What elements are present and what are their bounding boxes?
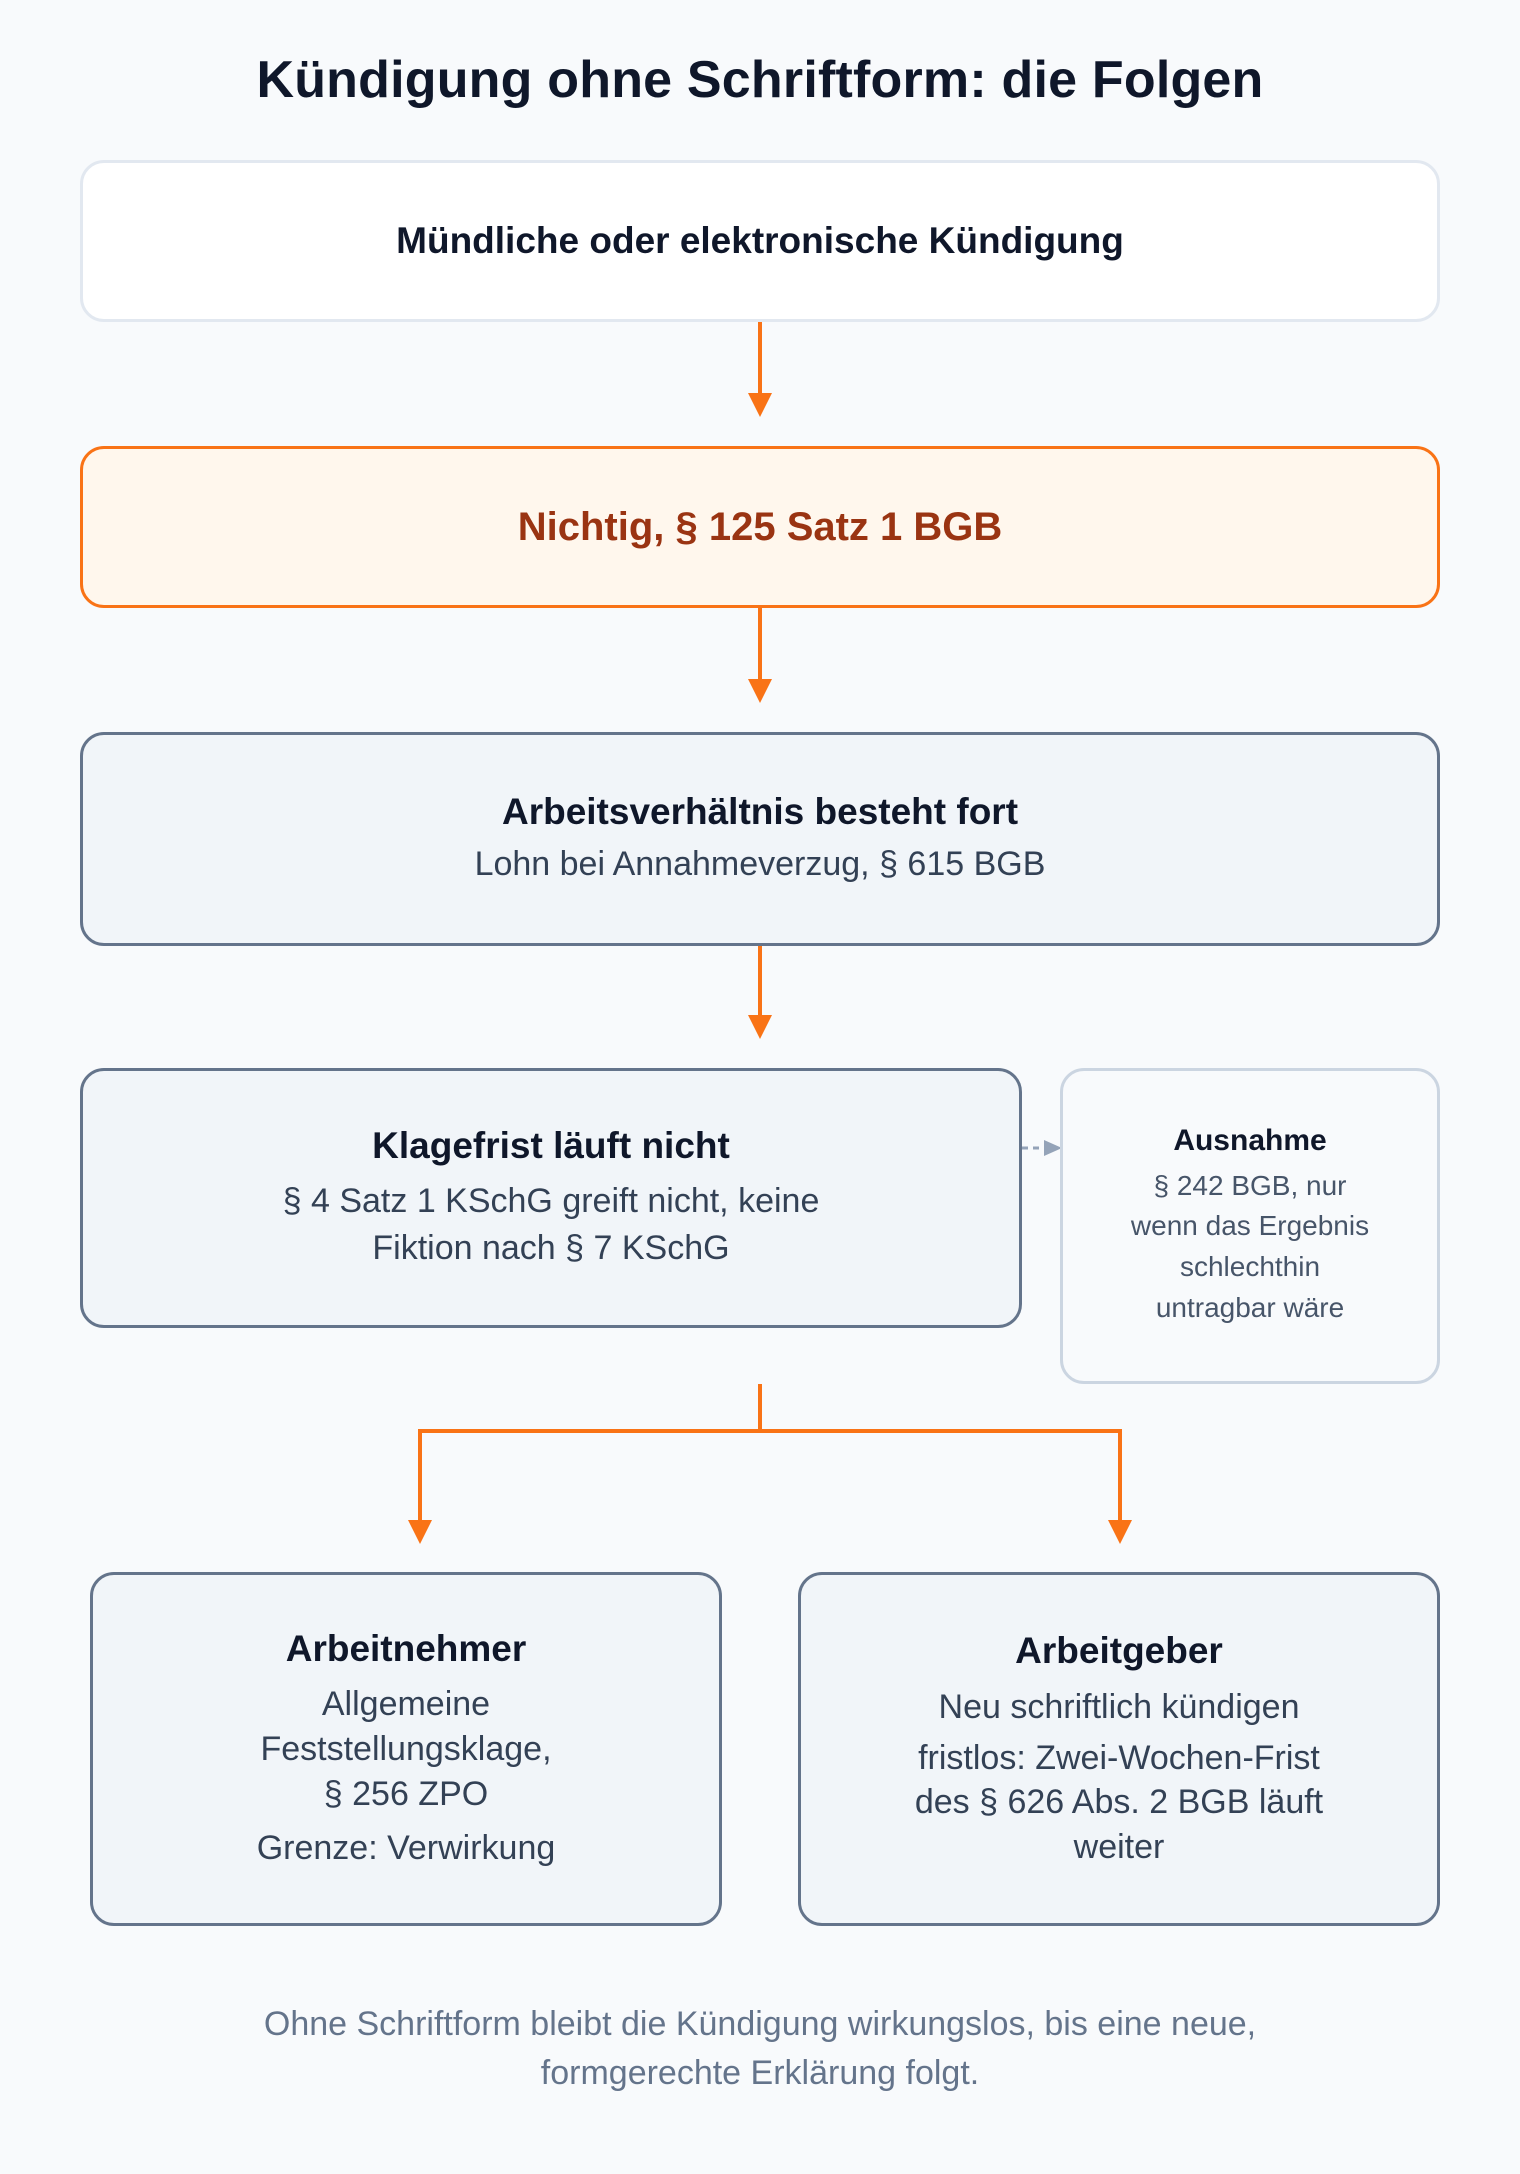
page-title: Kündigung ohne Schriftform: die Folgen bbox=[256, 51, 1264, 109]
arrowhead-void-to-continues bbox=[748, 679, 772, 703]
node-deadline-text bbox=[283, 1178, 820, 1273]
node-employee-text bbox=[260, 1682, 551, 1817]
node-employer-text bbox=[915, 1736, 1323, 1871]
node-exception-line: schlechthin bbox=[1179, 1251, 1321, 1282]
node-employer-line1: Neu schriftlich kündigen bbox=[938, 1688, 1300, 1727]
node-employee-line: § 256 ZPO bbox=[323, 1774, 489, 1813]
node-deadline-line: Fiktion nach § 7 KSchG bbox=[372, 1229, 730, 1268]
node-deadline bbox=[80, 1068, 1022, 1328]
node-employee-note: Grenze: Verwirkung bbox=[256, 1828, 556, 1867]
node-void-heading: Nichtig, § 125 Satz 1 BGB bbox=[517, 504, 1003, 549]
arrowhead-to-employer bbox=[1108, 1520, 1132, 1544]
node-employee-line: Feststellungsklage, bbox=[260, 1729, 552, 1768]
node-employee bbox=[90, 1572, 722, 1926]
node-exception-line: § 242 BGB, nur bbox=[1153, 1169, 1347, 1201]
node-employer bbox=[798, 1572, 1440, 1926]
footnote bbox=[180, 2000, 1340, 2099]
node-employer-line: weiter bbox=[1073, 1828, 1165, 1867]
node-exception bbox=[1060, 1068, 1440, 1384]
node-deadline-line: § 4 Satz 1 KSchG greift nicht, keine bbox=[282, 1181, 820, 1220]
arrowhead-start-to-void bbox=[748, 393, 772, 417]
arrowhead-to-employee bbox=[408, 1520, 432, 1544]
node-void bbox=[80, 446, 1440, 608]
node-exception-line: wenn das Ergebnis bbox=[1130, 1210, 1370, 1242]
node-continues-text: Lohn bei Annahmeverzug, § 615 BGB bbox=[474, 845, 1046, 884]
node-exception-line: untragbar wäre bbox=[1155, 1291, 1345, 1323]
footnote-line: Ohne Schriftform bleibt die Kündigung wirkungslos, bis eine neue, bbox=[263, 2005, 1257, 2043]
node-employer-heading: Arbeitgeber bbox=[1015, 1629, 1223, 1671]
footnote-line: formgerechte Erklärung folgt. bbox=[540, 2054, 980, 2093]
node-employer-line: des § 626 Abs. 2 BGB läuft bbox=[914, 1783, 1324, 1822]
node-deadline-heading: Klagefrist läuft nicht bbox=[372, 1125, 730, 1167]
node-employer-line: fristlos: Zwei-Wochen-Frist bbox=[918, 1738, 1320, 1777]
node-exception-heading: Ausnahme bbox=[1173, 1123, 1327, 1157]
node-exception-text bbox=[1131, 1166, 1369, 1328]
arrowhead-continues-to-deadline bbox=[748, 1015, 772, 1039]
node-continues-heading: Arbeitsverhältnis besteht fort bbox=[501, 791, 1019, 833]
node-continues bbox=[80, 732, 1440, 946]
node-employee-line: Allgemeine bbox=[321, 1685, 491, 1724]
node-start bbox=[80, 160, 1440, 322]
node-start-heading: Mündliche oder elektronische Kündigung bbox=[396, 219, 1124, 261]
node-employee-heading: Arbeitnehmer bbox=[285, 1627, 527, 1669]
